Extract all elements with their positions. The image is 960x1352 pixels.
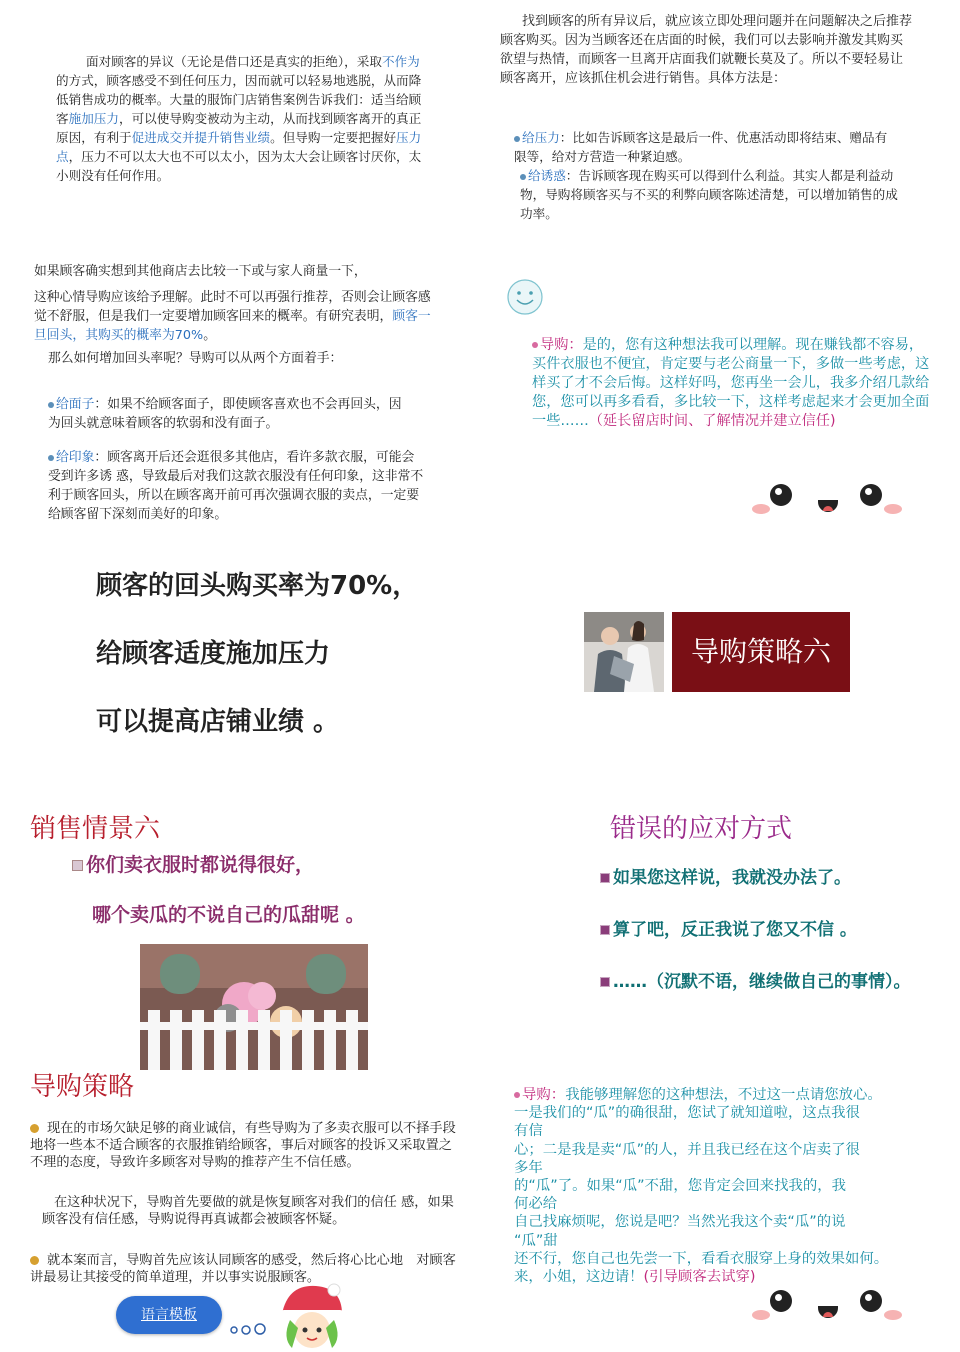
cartoon-girl-icon <box>272 1280 350 1350</box>
wrong-title-cut: 错误的应对方式 <box>610 814 793 844</box>
smiley-icon <box>506 278 544 316</box>
wrong-response-1 <box>600 866 851 890</box>
scenario-text: 你们卖衣服时都说得很好， <box>86 854 315 876</box>
wrong-response-2 <box>600 918 857 942</box>
language-template-button[interactable] <box>116 1296 222 1334</box>
strategy-title-cut: 导购策略 <box>30 1072 135 1102</box>
wrong-response-text: 算了吧，反正我说了您又不信 。 <box>613 920 857 940</box>
guide-reply-line <box>514 1268 944 1286</box>
scenario-title-cut: 销售情景六 <box>30 814 161 844</box>
children-photo <box>140 944 368 1070</box>
thought-dots-icon <box>228 1316 268 1336</box>
strategy-text: 现在的市场欠缺足够的商业诚信，有些导购为了多卖衣服可以不择手段地将一些本不适合顾客的衣服推销给顾客，事后对顾客的投诉又采取置之不理的态度，导致许多顾客对导购的推荐产生不信任感。 <box>30 1121 456 1170</box>
scenario-line-1 <box>72 852 314 878</box>
slide-summary-statement <box>0 540 480 810</box>
bullet-head: 给压力 <box>522 130 560 145</box>
slide-scenario-six <box>0 810 480 1080</box>
bullet-dot-icon <box>48 455 54 461</box>
text-segment: 。但导购一定要把握好 <box>270 130 397 145</box>
square-bullet-icon <box>600 925 610 935</box>
bullet-text: ：比如告诉顾客这是最后一件、优惠活动即将结束、赠品有限等，给对方营造一种紧迫感。 <box>514 130 888 164</box>
bullet-head: 给诱惑 <box>528 168 566 183</box>
slide-strategy-six <box>480 540 960 810</box>
bullet-impression <box>48 448 424 524</box>
bullet-dot-icon <box>532 342 538 348</box>
bullet-text: ：顾客离开后还会逛很多其他店，看许多款衣服，可能会受到许多诱 惑，导致最后对我们这款衣服没有任何印象，这非常不利于顾客回头，所以在顾客离开前可再次强调衣服的卖点，一定要给顾客留下深刻而美好的印象。 <box>48 450 424 522</box>
scenario-line-2: 哪个卖瓜的不说自己的瓜甜呢 。 <box>92 904 365 926</box>
strategy-title: 导购策略六 <box>690 635 831 668</box>
bullet-dot-icon <box>514 136 520 142</box>
wrong-response-text: 如果您这样说，我就没办法了。 <box>613 868 851 888</box>
guide-reply-line: 还不行，您自己也先尝一下，看看衣服穿上身的效果如何。 <box>514 1250 889 1267</box>
text-segment: ，压力不可以太大也不可以太小，因为太大会让顾客讨厌你，太小则没有任何作用。 <box>56 149 422 183</box>
bullet-dot-icon <box>514 1092 520 1098</box>
text-segment: 的方式，顾客感受不到任何压力，因而就可以轻易地逃脱，从而降低销售成功的概率。大量的服饰门店销售案例告诉我们：适当给顾客 <box>56 73 422 126</box>
salesperson-photo <box>584 612 664 692</box>
highlight-return-probability: 顾客一旦回头，其购买的概率为70% <box>34 309 431 343</box>
slide-wrong-responses <box>480 810 960 1080</box>
guide-reply-line: 何必给 <box>514 1196 558 1213</box>
guide-reply-line: 心；二是我是卖“瓜”的人，并且我已经在这个店卖了很 <box>514 1141 860 1158</box>
cute-face-icon <box>748 1286 908 1336</box>
guide-reply: 是的，您有这种想法我可以理解。现在赚钱都不容易，买件衣服也不便宜，肯定要与老公商量一下，多做一些考虑，这样买了才不会后悔。这样好吗，您再坐一会儿，我多介绍几款给您，您可以再多看看，多比较一下，这样考虑起来才会更加全面一些…… <box>532 337 930 429</box>
bullet-face <box>48 395 408 433</box>
square-bullet-icon <box>72 860 83 871</box>
summary-line-2: 给顾客适度施加压力 <box>96 639 331 669</box>
square-bullet-icon <box>600 873 610 883</box>
text-segment: 。 <box>203 328 217 343</box>
guide-reply-line: 一是我们的“瓜”的确很甜，您试了就知道啦，这点我很 <box>514 1105 860 1122</box>
wrong-response-text: ……（沉默不语，继续做自己的事情）。 <box>613 972 911 992</box>
summary-line-3: 可以提高店铺业绩 。 <box>96 707 340 737</box>
guide-reply-text: 来，小姐，这边请！ <box>514 1269 644 1286</box>
guide-reply-text <box>532 336 932 431</box>
slide-guide-reply-1 <box>480 270 960 540</box>
bullet-text: ：如果不给顾客面子，即使顾客喜欢也不会再回头，因为回头就意味着顾客的软弱和没有面子。 <box>48 397 402 431</box>
return-paragraph <box>34 288 438 345</box>
guide-reply-line: “瓜”甜 <box>514 1232 558 1249</box>
wrong-response-3 <box>600 970 911 994</box>
highlight-boost-sales: 促进成交并提升销售业绩 <box>131 130 271 145</box>
highlight-apply-pressure: 施加压力 <box>68 111 119 126</box>
slide-pressure-intro <box>0 0 480 270</box>
bullet-head: 给面子 <box>56 397 95 412</box>
bullet-head: 给印象 <box>56 450 95 465</box>
text-segment: 面对顾客的异议（无论是借口还是真实的拒绝），采取 <box>86 54 382 69</box>
return-question: 那么如何增加回头率呢？导购可以从两个方面着手： <box>48 351 343 366</box>
objection-intro-paragraph: 找到顾客的所有异议后，就应该立即处理问题并在问题解决之后推荐顾客购买。因为当顾客还在店面的时候，我们可以去影响并激发其购买欲望与热情，而顾客一旦离开店面我们就鞭长莫及了。所以不要轻易让顾客离开，应该抓住机会进行销售。具体方法是： <box>500 14 913 86</box>
bullet-pressure <box>514 128 894 166</box>
guide-reply-line: 自己找麻烦呢，您说是吧？当然光我这个卖“瓜”的说 <box>514 1214 846 1231</box>
guide-reply-line <box>514 1086 944 1104</box>
guide-label: 导购： <box>540 337 583 353</box>
guide-reply-line: 多年 <box>514 1159 543 1176</box>
bullet-temptation <box>520 166 900 223</box>
guide-reply-block <box>514 1086 944 1286</box>
strategy-paragraph-2: 在这种状况下，导购首先要做的就是恢复顾客对我们的信任 感，如果顾客没有信任感，导购说得再真诚都会被顾客怀疑。 <box>42 1195 454 1227</box>
bullet-text: ：告诉顾客现在购买可以得到什么利益。其实人都是利益动物，导购将顾客买与不买的利弊向顾客陈述清楚，可以增加销售的成功率。 <box>520 168 898 221</box>
guide-note: （延长留店时间、了解情况并建立信任) <box>588 413 836 429</box>
guide-reply-line: 有信 <box>514 1123 543 1140</box>
slide-handle-objections <box>480 0 960 270</box>
strategy-paragraph-3 <box>30 1252 460 1286</box>
text-segment: 这种心情导购应该给予理解。此时不可以再强行推荐，否则会让顾客感觉不舒服，但是我们一定要增加顾客回来的概率。有研究表明， <box>34 290 431 324</box>
summary-line-1: 顾客的回头购买率为70%， <box>96 571 419 601</box>
strategy-text: 就本案而言，导购首先应该认同顾客的感受，然后将心比心地 对顾客讲最易让其接受的简单道理，并以事实说服顾客。 <box>30 1253 456 1285</box>
slide-guide-reply-2 <box>480 1080 960 1350</box>
bullet-dot-icon <box>48 402 54 408</box>
pressure-paragraph <box>56 52 426 185</box>
guide-reply-line: 的“瓜”了。如果“瓜”不甜，您肯定会回来找我的，我 <box>514 1178 847 1195</box>
guide-note: (引导顾客去试穿) <box>643 1269 756 1286</box>
strategy-title-box <box>672 612 850 692</box>
cut-top-line: 如果顾客确实想到其他商店去比较一下或与家人商量一下， <box>34 264 367 279</box>
highlight-pressure-point: 压力点 <box>56 130 422 164</box>
guide-reply-text: 我能够理解您的这种想法，不过这一点请您放心。 <box>565 1087 882 1103</box>
highlight-no-action: 不作为 <box>381 54 420 69</box>
bullet-dot-icon <box>30 1256 39 1265</box>
language-template-label: 语言模板 <box>141 1307 197 1323</box>
text-segment: ，可以使导购变被动为主动，从而找到顾客离开的真正原因，有利于 <box>56 111 422 145</box>
bullet-dot-icon <box>30 1124 39 1133</box>
slide-return-rate <box>0 264 480 540</box>
strategy-paragraph-1 <box>30 1120 460 1171</box>
slide-guide-strategy <box>0 1072 480 1350</box>
guide-label: 导购： <box>522 1087 566 1103</box>
cute-face-icon <box>748 480 908 530</box>
square-bullet-icon <box>600 977 610 987</box>
bullet-dot-icon <box>520 174 526 180</box>
